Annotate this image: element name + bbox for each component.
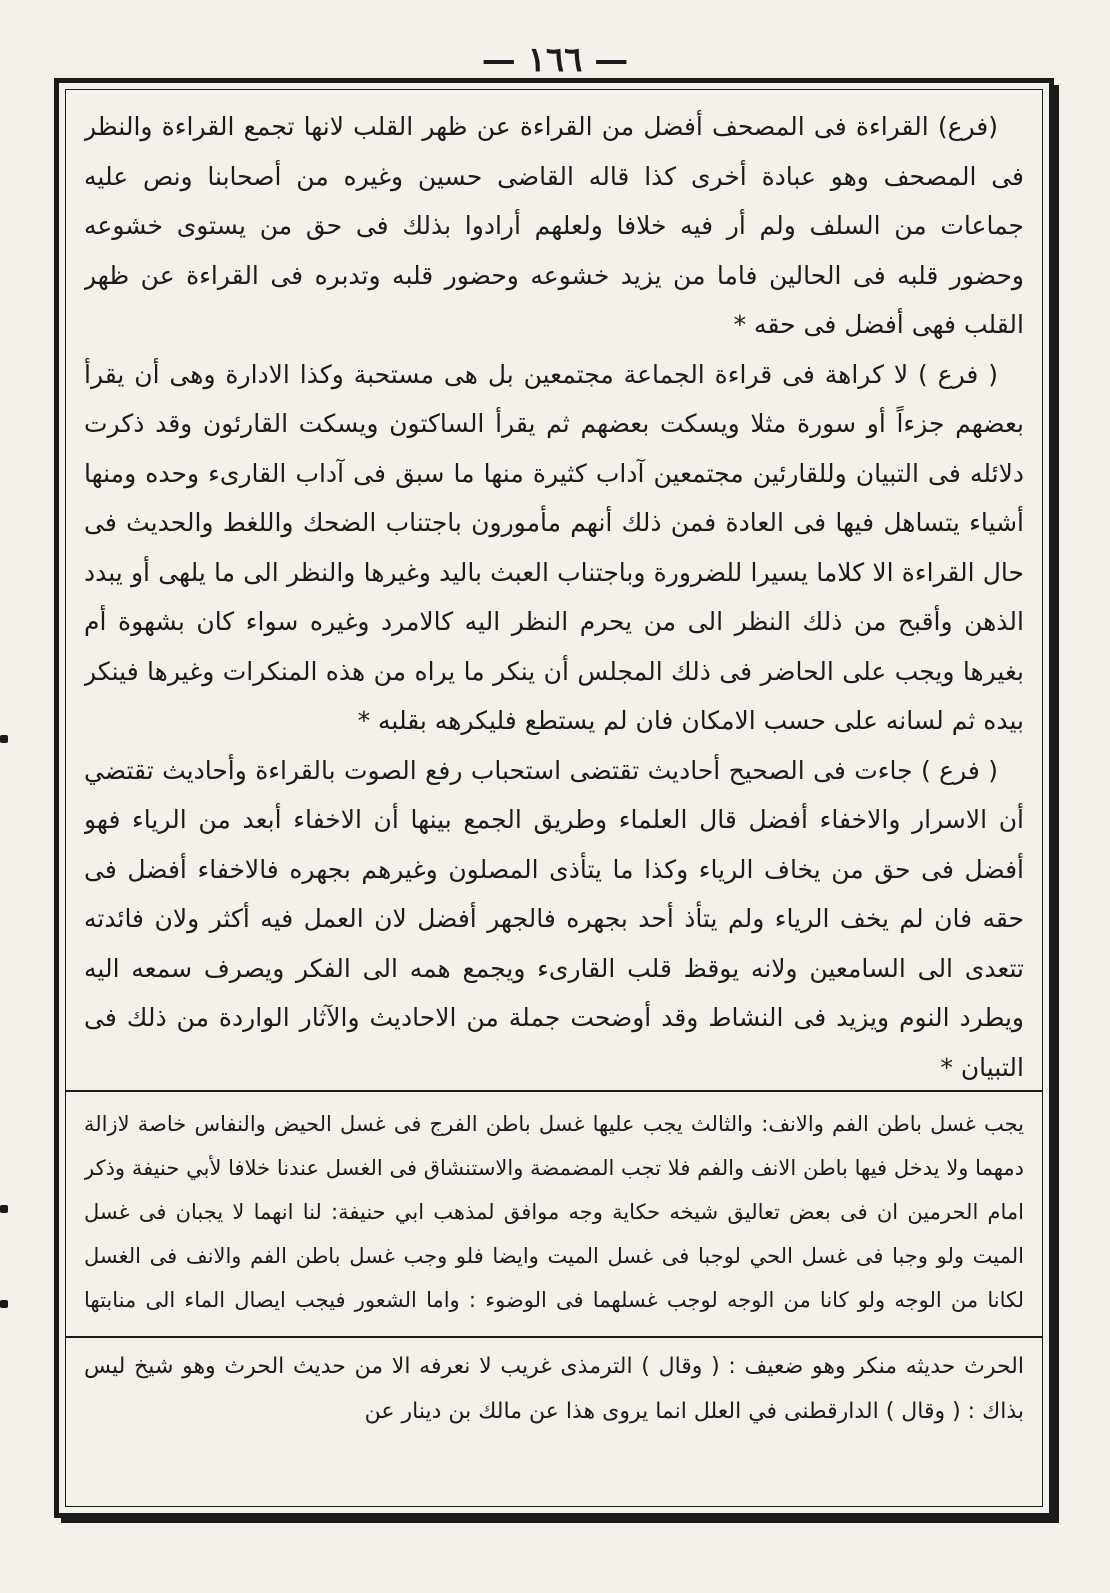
paragraph-group-reading: ( فرع ) لا كراهة فى قراءة الجماعة مجتمعين بل هى مستحبة وكذا الادارة وهى أن يقرأ بعضهم جزءاً أو سورة مثلا ويسكت بعضهم ثم يقرأ الساكتون ويسكت القارئون وقد ذكرت دلائله فى التبيان وللقارئين مجتمعين آداب كثيرة منها ما سبق فى آداب القارىء وحده ومنها أشياء يتساهل فيها فى العادة فمن ذلك أنهم مأمورون باجتناب الضحك واللغط والحديث فى حال القراءة الا كلاما يسيرا للضرورة وباجتناب العبث باليد وغيرها والنظر الى ما يلهى أو يبدد الذهن وأقبح من ذلك النظر الى من يحرم النظر اليه كالامرد وغيره سواء كان بشهوة أم بغيرها ويجب على الحاضر فى ذلك المجلس أن ينكر ما يراه من هذه المنكرات وغيرها فينكر بيده ثم لسانه على حسب الامكان فان لم يستطع فليكرهه بقلبه * — [84, 359, 1024, 735]
main-text-block — [84, 102, 1024, 1087]
page-inner-frame — [65, 89, 1043, 1507]
paragraph-loud-vs-quiet: ( فرع ) جاءت فى الصحيح أحاديث تقتضى استحباب رفع الصوت بالقراءة وأحاديث تقتضي أن الاسرار والاخفاء أفضل قال العلماء وطريق الجمع بينها أن الاخفاء أبعد من الرياء فهو أفضل فى حق من يخاف الرياء وكذا ما يتأذى المصلون وغيرهم بجهره فالاخفاء أفضل فى حقه فان لم يخف الرياء ولم يتأذ أحد بجهره فالجهر أفضل لان العمل فيه أكثر ولان فائدته تتعدى الى السامعين ولانه يوقظ قلب القارىء ويجمع همه الى الفكر ويصرف سمعه اليه ويطرد النوم ويزيد فى النشاط وقد أوضحت جملة من الاحاديث والآثار الواردة من ذلك فى التبيان * — [84, 755, 1024, 1082]
page-number: — ١٦٦ — — [481, 40, 629, 80]
divider-main-commentary — [66, 1090, 1042, 1092]
margin-mark — [0, 735, 8, 743]
commentary-text: يجب غسل باطن الفم والانف: والثالث يجب عليها غسل باطن الفرج فى غسل الحيض والنفاس خاصة لازالة دمهما ولا يدخل فيها باطن الانف والفم فلا تجب المضمضة والاستنشاق فى الغسل عندنا خلافا لأبي حنيفة وذكر امام الحرمين ان فى بعض تعاليق شيخه حكاية وجه موافق لمذهب ابي حنيفة: لنا انهما لا يجبان فى غسل الميت ولو وجبا فى غسل الحي لوجبا فى غسل الميت وايضا فلو وجب غسل باطن الفم والانف فى الغسل لكانا من الوجه ولو كانا من الوجه لوجب غسلهما فى الوضوء : واما الشعور فيجب ايصال الماء الى منابتها — [84, 1112, 1024, 1312]
paragraph-reading-from-mushaf: (فرع) القراءة فى المصحف أفضل من القراءة عن ظهر القلب لانها تجمع القراءة والنظر فى المصحف وهو عبادة أخرى كذا قاله القاضى حسين وغيره من أصحابنا ونص عليه جماعات من السلف ولم أر فيه خلافا ولعلهم أرادوا بذلك فى حق من يستوى خشوعه وحضور قلبه فى الحالين فاما من يزيد خشوعه وحضور قلبه وتدبره فى القراءة عن ظهر القلب فهى أفضل فى حقه * — [84, 112, 1024, 339]
commentary-block — [84, 1102, 1024, 1332]
margin-mark — [0, 1300, 8, 1308]
notes-text: الحرث حديثه منكر وهو ضعيف : ( وقال ) الترمذى غريب لا نعرفه الا من حديث الحرث وهو شيخ ليس بذاك : ( وقال ) الدارقطنى في العلل انما يروى هذا عن مالك بن دينار عن — [84, 1354, 1024, 1424]
page-frame — [54, 78, 1054, 1518]
margin-mark — [0, 1205, 8, 1213]
divider-commentary-notes — [66, 1336, 1042, 1338]
notes-block — [84, 1344, 1024, 1494]
